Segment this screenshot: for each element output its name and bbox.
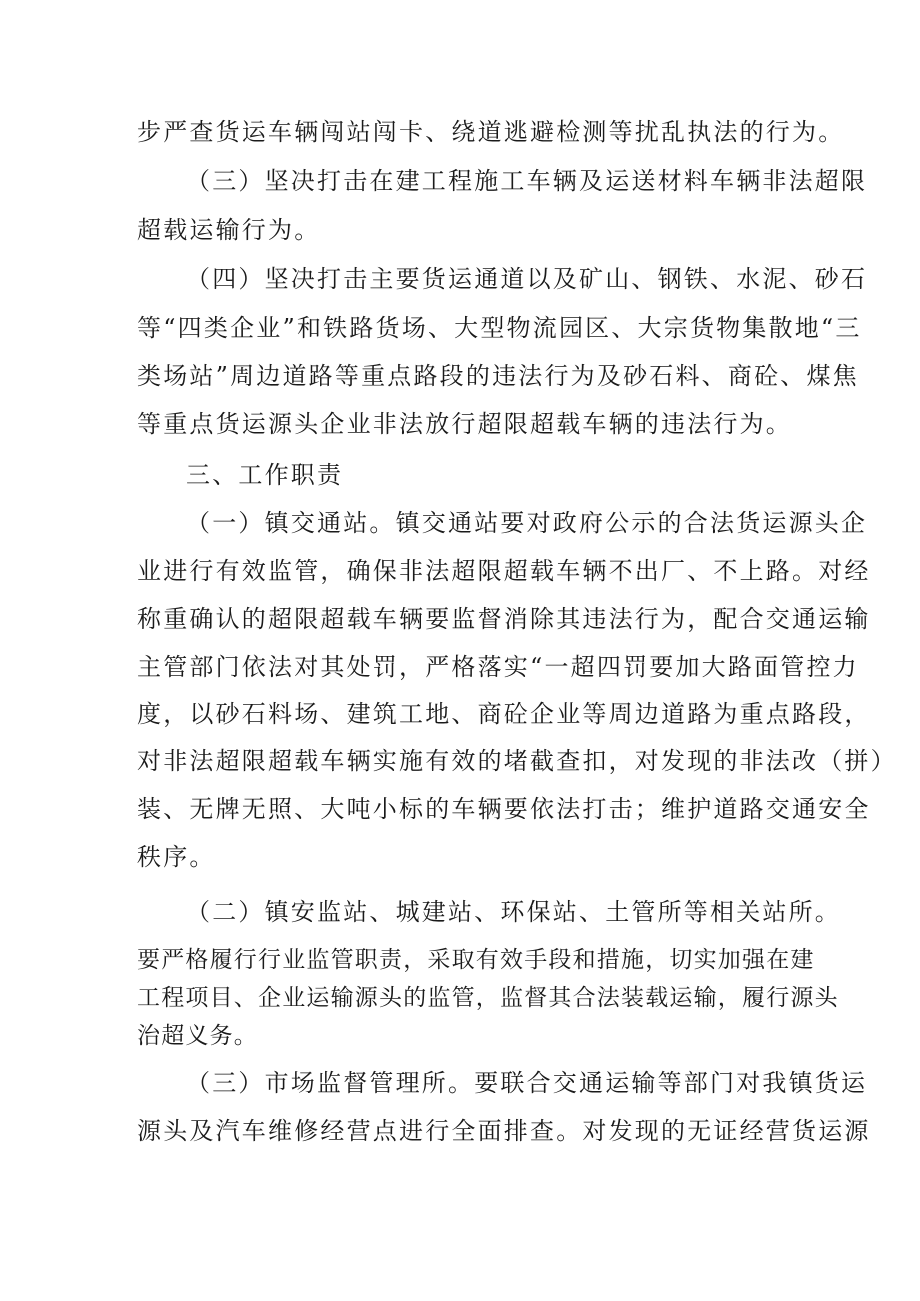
paragraph-line: 类场站”周边道路等重点路段的违法行为及砂石料、商砼、煤焦 [137,362,859,390]
paragraph-line: 度，以砂石料场、建筑工地、商砼企业等周边道路为重点路段， [137,700,871,728]
section-heading-line: （一）镇交通站。镇交通站要对政府公示的合法货运源头企 [186,509,868,537]
paragraph-line: 装、无牌无照、大吨小标的车辆要依法打击；维护道路交通安全 [137,795,871,823]
section-heading-line: （二）镇安监站、城建站、环保站、土管所等相关站所。 [186,898,841,926]
paragraph-line: 超载运输行为。 [137,216,321,244]
section-heading-line: （四）坚决打击主要货运通道以及矿山、钢铁、水泥、砂石 [186,265,868,293]
paragraph-line: 工程项目、企业运输源头的监管，监督其合法装载运输，履行源头 [137,985,839,1011]
paragraph-line: 等“四类企业”和铁路货场、大型物流园区、大宗货物集散地“三 [137,314,862,342]
paragraph-line: 等重点货运源头企业非法放行超限超载车辆的违法行为。 [137,410,792,438]
paragraph-line: 要严格履行行业监管职责，采取有效手段和措施，切实加强在建 [137,947,815,973]
paragraph-line: 业进行有效监管，确保非法超限超载车辆不出厂、不上路。对经 [137,557,871,585]
paragraph-line: 秩序。 [137,843,216,871]
section-heading-line: （三）市场监督管理所。要联合交通运输等部门对我镇货运 [186,1069,868,1097]
paragraph-line: 称重确认的超限超载车辆要监督消除其违法行为，配合交通运输 [137,605,871,633]
paragraph-line: 主管部门依法对其处罚，严格落实“一超四罚要加大路面管控力 [137,653,859,681]
paragraph-line: 对非法超限超载车辆实施有效的堵截查扣，对发现的非法改（拼） [137,747,897,775]
paragraph-line: 治超义务。 [137,1023,258,1049]
paragraph-line: 步严查货运车辆闯站闯卡、绕道逃避检测等扰乱执法的行为。 [137,118,845,146]
section-heading-line: （三）坚决打击在建工程施工车辆及运送材料车辆非法超限 [186,167,868,195]
paragraph-line: 源头及汽车维修经营点进行全面排查。对发现的无证经营货运源 [137,1117,871,1145]
section-title: 三、工作职责 [186,461,344,489]
